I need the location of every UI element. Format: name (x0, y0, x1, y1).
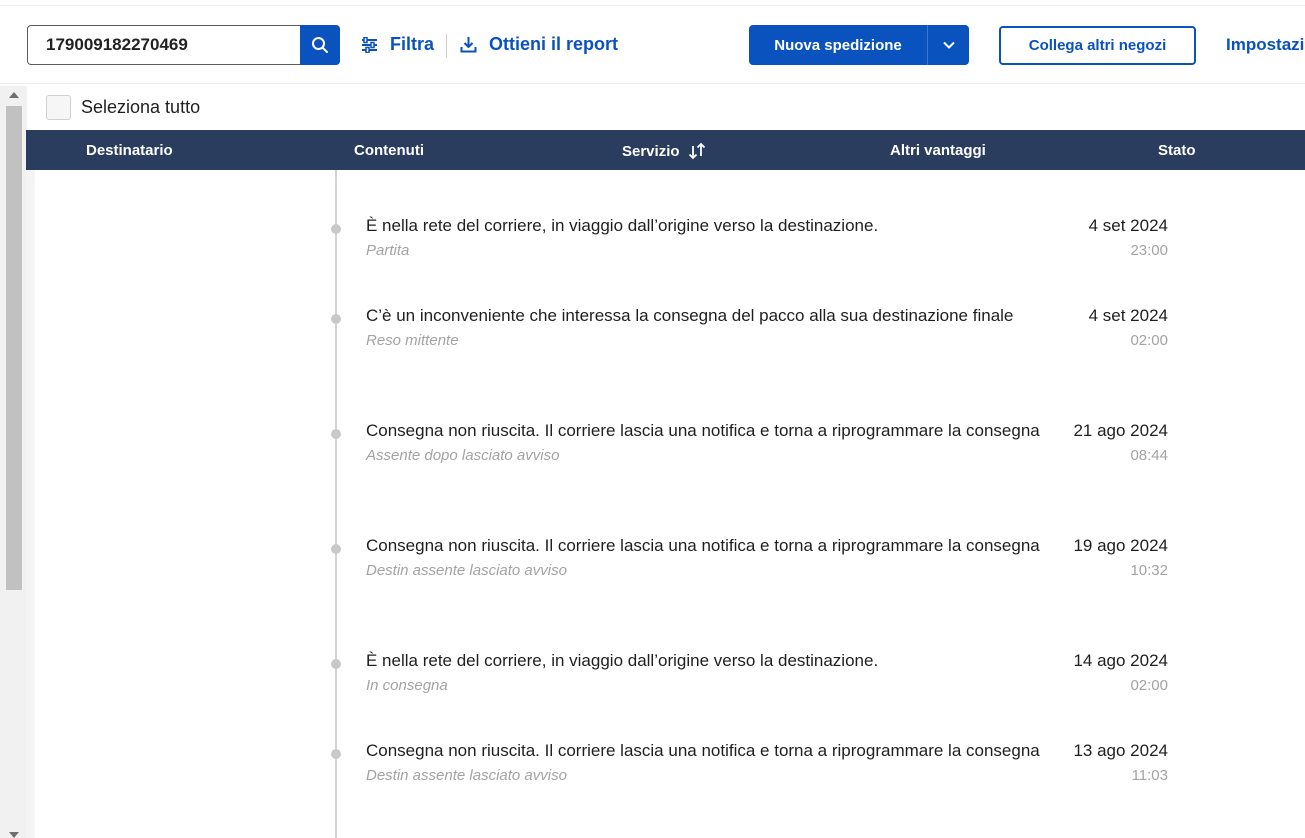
search-icon (311, 36, 329, 54)
column-header-recipient: Destinatario (86, 142, 173, 159)
event-status: Partita (366, 242, 410, 259)
event-description: È nella rete del corriere, in viaggio dall’origine verso la destinazione. (366, 216, 879, 235)
vertical-scrollbar[interactable] (0, 86, 27, 838)
event-status: Destin assente lasciato avviso (366, 562, 567, 579)
event-description: È nella rete del corriere, in viaggio dall’origine verso la destinazione. (366, 651, 879, 670)
search-input[interactable] (27, 25, 301, 65)
event-time: 02:00 (1130, 332, 1168, 349)
event-description: Consegna non riuscita. Il corriere lascia una notifica e torna a riprogrammare la consegna (366, 421, 1040, 440)
event-datetime (1073, 738, 1168, 788)
search-bar (27, 25, 340, 65)
select-all[interactable] (46, 95, 200, 120)
report-label: Ottieni il report (489, 34, 619, 54)
scroll-down-arrow-icon[interactable] (9, 832, 19, 838)
column-header-contents: Contenuti (354, 142, 424, 159)
column-header-status: Stato (1158, 142, 1196, 159)
event-datetime (1073, 648, 1168, 698)
event-datetime (1089, 213, 1168, 263)
event-date: 4 set 2024 (1088, 306, 1168, 325)
download-icon (460, 36, 477, 53)
column-header-other-benefits: Altri vantaggi (890, 142, 986, 159)
toolbar (0, 6, 1305, 84)
report-button[interactable] (460, 34, 618, 55)
timeline-dot (331, 544, 341, 554)
event-time: 10:32 (1130, 562, 1168, 579)
scroll-up-arrow-icon[interactable] (9, 92, 19, 98)
event-date: 4 set 2024 (1088, 216, 1168, 235)
timeline-dot (331, 224, 341, 234)
table-header (26, 130, 1305, 170)
event-description-block (366, 418, 1056, 468)
event-description-block (366, 213, 1056, 263)
timeline-dot (331, 659, 341, 669)
timeline-line (335, 170, 337, 838)
event-datetime (1073, 533, 1168, 583)
select-all-label: Seleziona tutto (81, 97, 201, 117)
event-date: 14 ago 2024 (1073, 651, 1168, 670)
timeline-dot (331, 749, 341, 759)
new-shipment-dropdown-toggle[interactable] (928, 25, 969, 65)
event-description-block (366, 533, 1056, 583)
row-edge (26, 170, 35, 838)
event-datetime (1073, 418, 1168, 468)
select-all-checkbox[interactable] (46, 95, 71, 120)
event-datetime (1089, 303, 1168, 353)
event-date: 21 ago 2024 (1073, 421, 1168, 440)
timeline-dot (331, 429, 341, 439)
event-date: 19 ago 2024 (1073, 536, 1168, 555)
timeline-dot (331, 314, 341, 324)
event-status: In consegna (366, 677, 448, 694)
settings-link[interactable]: Impostazi (1226, 35, 1305, 54)
event-date: 13 ago 2024 (1073, 741, 1168, 760)
event-status: Destin assente lasciato avviso (366, 767, 567, 784)
new-shipment-split-button (749, 25, 969, 65)
event-status: Assente dopo lasciato avviso (366, 447, 560, 464)
event-time: 11:03 (1131, 767, 1168, 784)
event-description: Consegna non riuscita. Il corriere lascia una notifica e torna a riprogrammare la consegna (366, 536, 1040, 555)
filter-label: Filtra (390, 34, 435, 54)
connect-stores-button[interactable]: Collega altri negozi (999, 26, 1196, 65)
chevron-down-icon (943, 41, 955, 49)
column-header-service-label: Servizio (622, 142, 680, 160)
event-description-block (366, 648, 1056, 698)
filter-button[interactable] (361, 34, 434, 55)
event-status: Reso mittente (366, 332, 459, 349)
event-time: 02:00 (1130, 677, 1168, 694)
new-shipment-button[interactable]: Nuova spedizione (749, 25, 928, 65)
sort-icon (688, 142, 706, 160)
toolbar-divider (446, 34, 447, 58)
event-description: C’è un inconveniente che interessa la consegna del pacco alla sua destinazione finale (366, 306, 1014, 325)
column-header-service[interactable] (622, 142, 706, 160)
sliders-icon (361, 37, 378, 53)
event-time: 23:00 (1130, 242, 1168, 259)
event-time: 08:44 (1130, 447, 1168, 464)
event-description: Consegna non riuscita. Il corriere lascia una notifica e torna a riprogrammare la consegna (366, 741, 1040, 760)
search-button[interactable] (300, 25, 340, 65)
scroll-thumb[interactable] (6, 106, 22, 590)
event-description-block (366, 738, 1056, 788)
event-description-block (366, 303, 1056, 353)
